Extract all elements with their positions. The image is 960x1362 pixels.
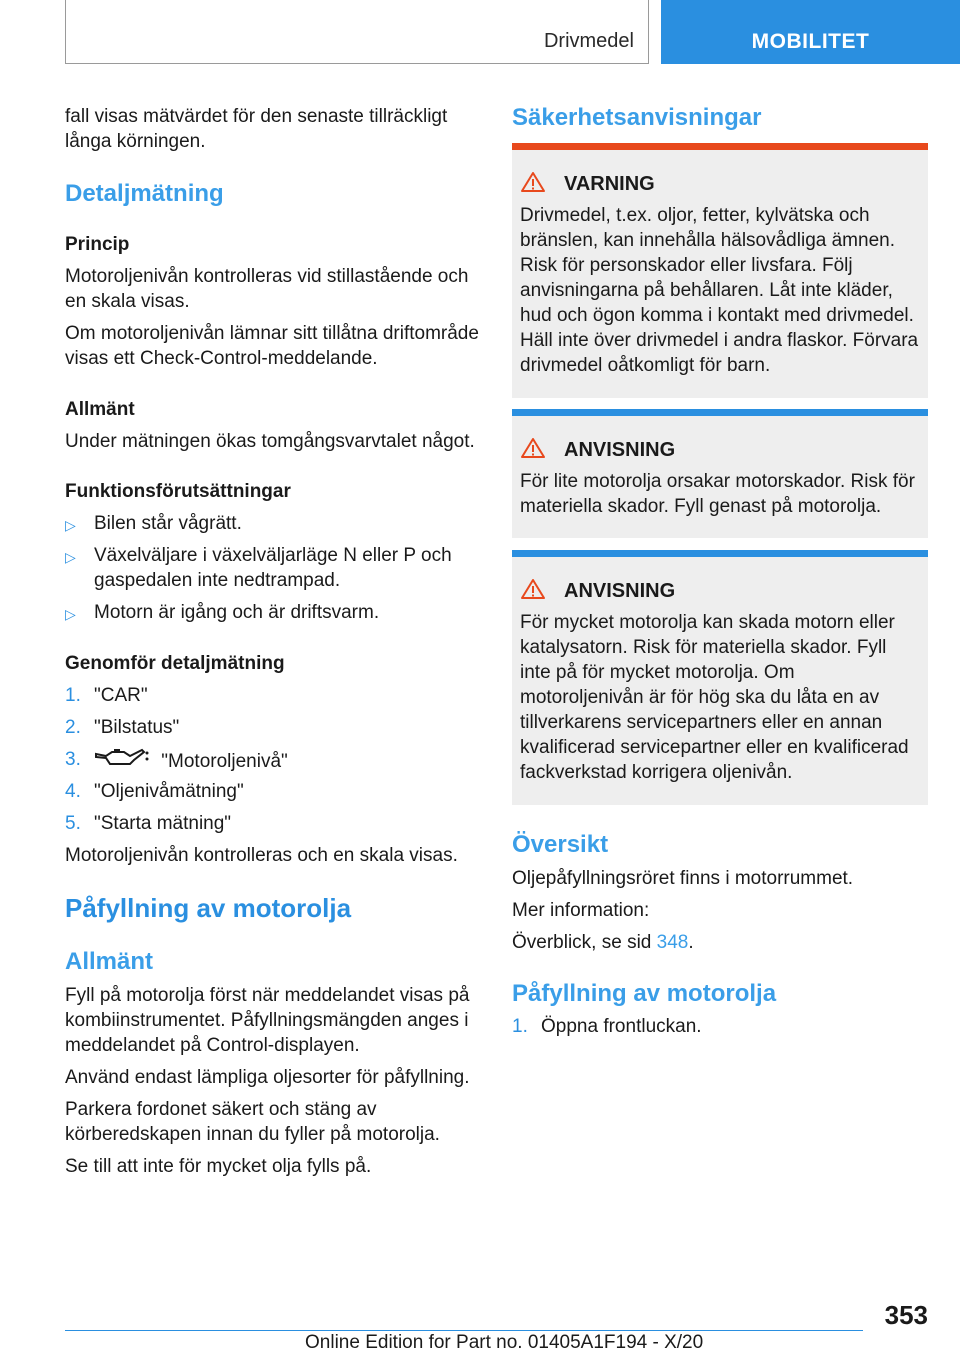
princip-paragraph-1: Motoroljenivån kontrolleras vid stillastående och en skala visas.: [65, 266, 469, 312]
step-number: 1.: [512, 1016, 528, 1037]
warning-title: VARNING: [564, 173, 655, 195]
princip-paragraph-2: Om motoroljenivån lämnar sitt tillåtna driftområde visas ett Check-Control-meddelande.: [65, 323, 479, 369]
notice-box-header: [520, 437, 675, 464]
oversikt-paragraph-2: Mer information:: [512, 900, 650, 921]
page-reference-link[interactable]: 348: [656, 932, 689, 953]
heading-sakerhetsanvisningar: Säkerhetsanvisningar: [512, 104, 762, 131]
step-text: "Motoroljenivå": [161, 750, 288, 772]
warning-box-bar: [512, 143, 928, 150]
label-funktionsforutsattningar: Funktionsförutsättningar: [65, 481, 291, 502]
allmant-paragraph-4: Se till att inte för mycket olja fylls på.: [65, 1156, 372, 1177]
heading-detaljmatning: Detaljmätning: [65, 180, 224, 207]
step-text: Öppna frontluckan.: [541, 1016, 702, 1037]
page-number: 353: [884, 1300, 928, 1330]
notice-text: För lite motorolja orsakar motorskador. Risk för materiella skador. Fyll genast på motorolja.: [520, 471, 915, 517]
step-text: "Starta mätning": [94, 813, 232, 834]
notice-box-bar: [512, 550, 928, 557]
cross-reference-prefix: Överblick, se sid: [512, 932, 657, 953]
step-text: "Oljenivåmätning": [94, 781, 244, 802]
heading-pafyllning-av-motorolja-2: Påfyllning av motorolja: [512, 980, 777, 1007]
notice-box: [512, 550, 928, 805]
footer-divider: [65, 1330, 863, 1331]
warning-text: Drivmedel, t.ex. oljor, fetter, kylvätska och bränslen, kan innehålla hälsovådliga ämnen. Risk för personskador eller livsfara. Följ anvisningarna på behållaren. Låt inte kläder, hud och ögon komma i kontakt med drivmedel. Häll inte över drivmedel i andra flaskor. Förvara drivmedel oåtkomligt för barn.: [520, 205, 919, 376]
allmant-paragraph: Under mätningen ökas tomgångsvarvtalet något.: [65, 431, 475, 452]
header-chapter-tab[interactable]: [661, 0, 960, 64]
step-number: 1.: [65, 685, 81, 706]
step-item: [65, 683, 485, 708]
oversikt-paragraph-3: [512, 930, 928, 955]
step-item: [512, 1014, 928, 1039]
list-item-text: Växelväljare i växelväljarläge N eller P och gaspedalen inte nedtrampad.: [94, 545, 452, 591]
step-number: 4.: [65, 781, 81, 802]
oil-can-icon: [94, 747, 150, 776]
allmant-paragraph-2: Använd endast lämpliga oljesorter för påfyllning.: [65, 1067, 470, 1088]
warning-box-header: [520, 171, 655, 198]
header-chapter-label: MOBILITET: [751, 30, 870, 53]
triangle-bullet-icon: ▷: [65, 606, 76, 622]
header-section-title: Drivmedel: [543, 30, 634, 52]
step-item: [65, 779, 485, 804]
list-item-text: Bilen står vågrätt.: [94, 513, 242, 534]
header-section-box: [65, 0, 649, 64]
step-number: 3.: [65, 749, 81, 770]
heading-oversikt: Översikt: [512, 831, 609, 858]
step-number: 2.: [65, 717, 81, 738]
list-item-text: Motorn är igång och är driftsvarm.: [94, 602, 380, 623]
notice-box: [512, 409, 928, 538]
triangle-bullet-icon: ▷: [65, 517, 76, 533]
notice-title: ANVISNING: [564, 580, 676, 602]
allmant-paragraph-1: Fyll på motorolja först när meddelandet visas på kombiinstrumentet. Påfyllningsmängden anges i meddelandet på Control-displayen.: [65, 985, 470, 1056]
heading-pafyllning-av-motorolja: Påfyllning av motorolja: [65, 893, 352, 923]
allmant-paragraph-3: Parkera fordonet säkert och stäng av körberedskapen innan du fyller på motorolja.: [65, 1099, 440, 1145]
notice-title: ANVISNING: [564, 439, 676, 461]
notice-text: För mycket motorolja kan skada motorn eller katalysatorn. Risk för materiella skador. Fyll inte på för mycket motorolja. Om motoroljenivån är för hög ska du låta en av tillverkarens servicepartners eller en annan kvalificerad servicepartner eller en kvalificerad fackverkstad korrigera oljenivån.: [520, 612, 909, 783]
list-item: [65, 543, 485, 593]
warning-triangle-icon: [520, 171, 546, 198]
label-genomfor-detaljmatning: Genomför detaljmätning: [65, 653, 285, 674]
heading-allmant: Allmänt: [65, 948, 154, 975]
cross-reference-suffix: .: [688, 932, 694, 953]
list-item: [65, 600, 485, 625]
warning-triangle-icon: [520, 437, 546, 464]
step-item: [65, 715, 485, 740]
notice-box-header: [520, 578, 675, 605]
step-item: [65, 811, 485, 836]
oversikt-paragraph-1: Oljepåfyllningsröret finns i motorrummet.: [512, 868, 854, 889]
label-allmant: Allmänt: [65, 399, 135, 420]
step-text: "CAR": [94, 685, 148, 706]
footer-edition: Online Edition for Part no. 01405A1F194 - X/20: [305, 1332, 704, 1353]
step-number: 5.: [65, 813, 81, 834]
warning-triangle-icon: [520, 578, 546, 605]
warning-box: [512, 143, 928, 398]
triangle-bullet-icon: ▷: [65, 549, 76, 565]
list-item: [65, 511, 485, 536]
notice-box-bar: [512, 409, 928, 416]
step-item: [65, 747, 485, 776]
step-text: "Bilstatus": [94, 717, 180, 738]
steps-result-paragraph: Motoroljenivån kontrolleras och en skala visas.: [65, 845, 458, 866]
intro-paragraph: fall visas mätvärdet för den senaste tillräckligt långa körningen.: [65, 106, 448, 152]
label-princip: Princip: [65, 234, 130, 255]
